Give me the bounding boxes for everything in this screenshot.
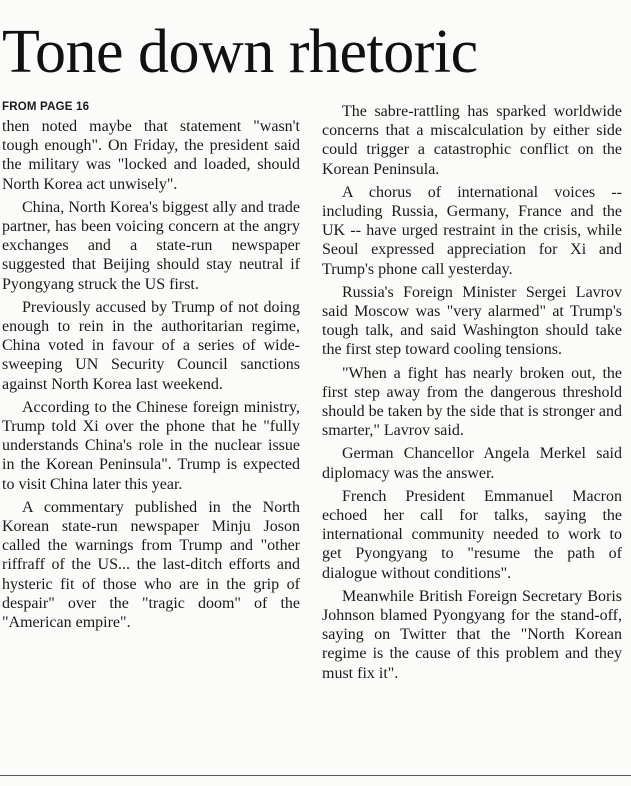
paragraph: "When a fight has nearly broken out, the first step away from the dangerous threshold should be taken by the side that is stronger and smarter," Lavrov said.: [322, 364, 622, 440]
paragraph: Russia's Foreign Minister Sergei Lavrov said Moscow was "very alarmed" at Trump's tough talk, and said Washington should take the first step toward cooling tensions.: [322, 283, 622, 359]
headline: Tone down rhetoric: [2, 18, 478, 86]
article-column-right: [322, 100, 622, 687]
paragraph: The sabre-rattling has sparked worldwide concerns that a miscalculation by either side could trigger a catastrophic conflict on the Korean Peninsula.: [322, 103, 622, 178]
paragraph: According to the Chinese foreign ministry, Trump told Xi over the phone that he "fully understands China's role in the nuclear issue in the Korean Peninsula". Trump is expected to visit China later this year.: [2, 398, 300, 493]
paragraph: German Chancellor Angela Merkel said diplomacy was the answer.: [322, 445, 622, 482]
article-column-left: [2, 100, 300, 636]
bottom-rule: [0, 775, 631, 776]
paragraph: Previously accused by Trump of not doing enough to rein in the authoritarian regime, China voted in favour of a series of wide-sweeping UN Security Council sanctions against North Korea last weekend.: [2, 298, 300, 393]
paragraph: A commentary published in the North Korean state-run newspaper Minju Joson called the warnings from Trump and "other riffraff of the US... the last-ditch efforts and hysteric fit of those who are in the grip of despair" over the "tragic doom" of the "American empire".: [2, 498, 300, 632]
paragraph: Meanwhile British Foreign Secretary Boris Johnson blamed Pyongyang for the stand-off, saying on Twitter that the "North Korean regime is the cause of this problem and they must fix it".: [322, 587, 622, 682]
paragraph: then noted maybe that statement "wasn't tough enough". On Friday, the president said the military was "locked and loaded, should North Korea act unwisely".: [2, 118, 300, 193]
paragraph: China, North Korea's biggest ally and trade partner, has been voicing concern at the angry exchanges and a state-run newspaper suggested that Beijing should stay neutral if Pyongyang struck the US first.: [2, 198, 300, 293]
paragraph: French President Emmanuel Macron echoed her call for talks, saying the international community needed to work to get Pyongyang to "resume the path of dialogue without conditions".: [322, 487, 622, 582]
continuation-kicker: FROM PAGE 16: [2, 101, 90, 113]
paragraph: A chorus of international voices -- including Russia, Germany, France and the UK -- have urged restraint in the crisis, while Seoul expressed appreciation for Xi and Trump's phone call yesterday.: [322, 183, 622, 278]
